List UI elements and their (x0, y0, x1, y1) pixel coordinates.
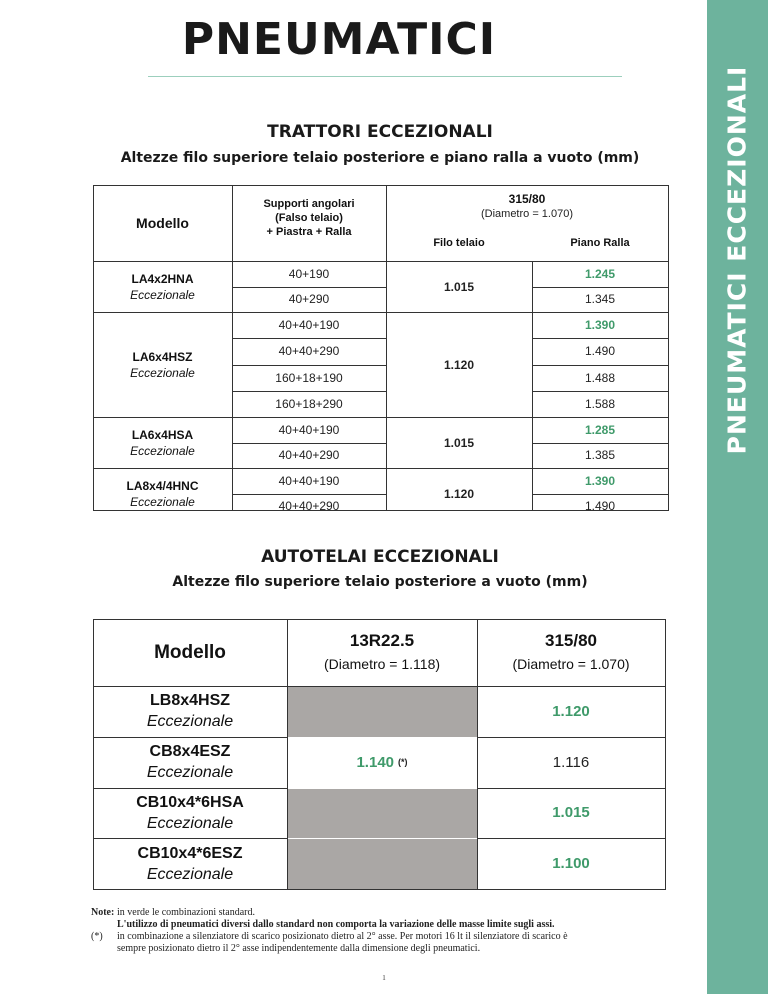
header-13r225-diameter: (Diametro = 1.118) (323, 656, 441, 672)
supports-value: 40+190 (288, 266, 330, 281)
model-name: LA6x4HSA (131, 427, 194, 442)
row-divider (93, 737, 287, 738)
ralla-value: 1.385 (584, 448, 616, 463)
model-variant: Eccezionale (130, 287, 195, 302)
notes-line-1: in verde le combinazioni standard. (117, 907, 256, 918)
header-supports-line: (Falso telaio) (275, 212, 343, 224)
value-315-80: 1.015 (552, 804, 590, 822)
value-315-80: 1.120 (552, 702, 590, 720)
row-divider (532, 391, 668, 392)
model-variant: Eccezionale (130, 365, 195, 380)
notes-line-3: in combinazione a silenziatore di scarico posizionato dietro al 2° asse. Per motori 16 lt il silenziatore di scarico è (117, 931, 568, 942)
header-model: Modello (136, 215, 189, 231)
not-available-cell (288, 839, 477, 889)
row-divider (532, 365, 668, 366)
row-divider (532, 338, 668, 339)
model-variant: Eccezionale (130, 494, 195, 509)
model-variant: Eccezionale (146, 814, 234, 832)
notes-mark: (*) (91, 931, 103, 942)
ralla-value: 1.490 (584, 499, 616, 514)
supports-value: 40+40+290 (278, 448, 340, 463)
side-label: PNEUMATICI ECCEZIONALI (722, 65, 752, 455)
page-number: 1 (382, 974, 386, 982)
notes-line-2: L'utilizzo di pneumatici diversi dallo standard non comporta la variazione delle masse limite sugli assi. (117, 919, 555, 930)
row-divider (93, 838, 287, 839)
row-divider (477, 737, 665, 738)
row-divider (477, 788, 665, 789)
ralla-value: 1.588 (584, 396, 616, 411)
header-supports-line: + Piastra + Ralla (266, 226, 352, 238)
not-available-cell (288, 789, 477, 839)
section2-subtitle: Altezze filo superiore telaio posteriore a vuoto (mm) (172, 574, 588, 590)
model-name: LA8x4/4HNC (126, 478, 199, 493)
title-divider (148, 76, 622, 77)
header-315-80: 315/80 (545, 631, 597, 650)
page-title: PNEUMATICI (181, 14, 497, 65)
value-315-80: 1.100 (552, 855, 590, 873)
ralla-value: 1.490 (584, 344, 616, 359)
filo-value: 1.015 (443, 435, 475, 450)
supports-value: 40+40+190 (278, 318, 340, 333)
notes (91, 907, 691, 955)
row-divider (532, 287, 668, 288)
model-cell (93, 686, 287, 737)
model-cell (93, 417, 232, 468)
supports-value: 160+18+290 (275, 396, 343, 411)
side-tab (707, 0, 768, 994)
table-border (93, 889, 665, 890)
table-border (665, 619, 666, 890)
ralla-value: 1.245 (584, 266, 616, 281)
header-filo: Filo telaio (433, 237, 485, 249)
not-available-cell (288, 687, 477, 737)
header-tyre: 315/80 (508, 192, 546, 206)
supports-value: 40+40+290 (278, 344, 340, 359)
header-tyre-diameter: (Diametro = 1.070) (480, 208, 573, 220)
row-divider (477, 838, 665, 839)
section1-subtitle: Altezze filo superiore telaio posteriore e piano ralla a vuoto (mm) (120, 150, 640, 166)
model-cell (93, 261, 232, 312)
model-cell (93, 468, 232, 519)
model-name: CB10x4*6HSA (136, 793, 244, 811)
model-variant: Eccezionale (146, 764, 234, 782)
model-cell (93, 788, 287, 839)
ralla-value: 1.390 (584, 473, 616, 488)
model-name: LB8x4HSZ (149, 692, 231, 710)
ralla-value: 1.285 (584, 422, 616, 437)
supports-value: 40+290 (288, 292, 330, 307)
model-name: CB10x4*6ESZ (137, 844, 243, 862)
supports-value: 160+18+190 (275, 370, 343, 385)
row-divider (232, 391, 386, 392)
notes-line-4: sempre posizionato dietro il 2° asse indipendentemente dalla dimensione degli pneumatici. (117, 943, 481, 954)
model-variant: Eccezionale (146, 713, 234, 731)
row-divider (232, 494, 386, 495)
model-name: LA4x2HNA (131, 271, 194, 286)
model-cell (93, 838, 287, 889)
row-divider (532, 443, 668, 444)
row-divider (232, 365, 386, 366)
chassis-table (93, 619, 665, 889)
row-divider (232, 443, 386, 444)
value-13r225 (287, 737, 477, 788)
section2-title: AUTOTELAI ECCEZIONALI (261, 547, 499, 567)
filo-value: 1.015 (443, 279, 475, 294)
header-13r225: 13R22.5 (349, 631, 415, 650)
ralla-value: 1.345 (584, 292, 616, 307)
notes-label: Note: (91, 907, 115, 918)
tractors-table (93, 185, 668, 514)
supports-value: 40+40+290 (278, 499, 340, 514)
model-variant: Eccezionale (130, 443, 195, 458)
header-ralla: Piano Ralla (570, 237, 630, 249)
header-supports (232, 185, 386, 251)
model-name: CB8x4ESZ (149, 743, 231, 761)
row-divider (232, 287, 386, 288)
header-supports-line: Supporti angolari (263, 198, 355, 210)
model-cell (93, 312, 232, 417)
value-13r225-number: 1.140 (356, 753, 395, 771)
model-variant: Eccezionale (146, 865, 234, 883)
ralla-value: 1.390 (584, 318, 616, 333)
header-model: Modello (154, 641, 226, 663)
supports-value: 40+40+190 (278, 422, 340, 437)
value-315-80: 1.116 (552, 753, 590, 771)
footnote-mark: (*) (398, 757, 408, 768)
row-divider (532, 494, 668, 495)
row-divider (232, 338, 386, 339)
model-name: LA6x4HSZ (132, 349, 193, 364)
header-315-80-diameter: (Diametro = 1.070) (512, 656, 630, 672)
row-divider (93, 788, 287, 789)
model-cell (93, 737, 287, 788)
table-border (668, 185, 669, 511)
filo-value: 1.120 (443, 486, 475, 501)
supports-value: 40+40+190 (278, 473, 340, 488)
section1-title: TRATTORI ECCEZIONALI (267, 122, 493, 142)
ralla-value: 1.488 (584, 370, 616, 385)
filo-value: 1.120 (443, 357, 475, 372)
